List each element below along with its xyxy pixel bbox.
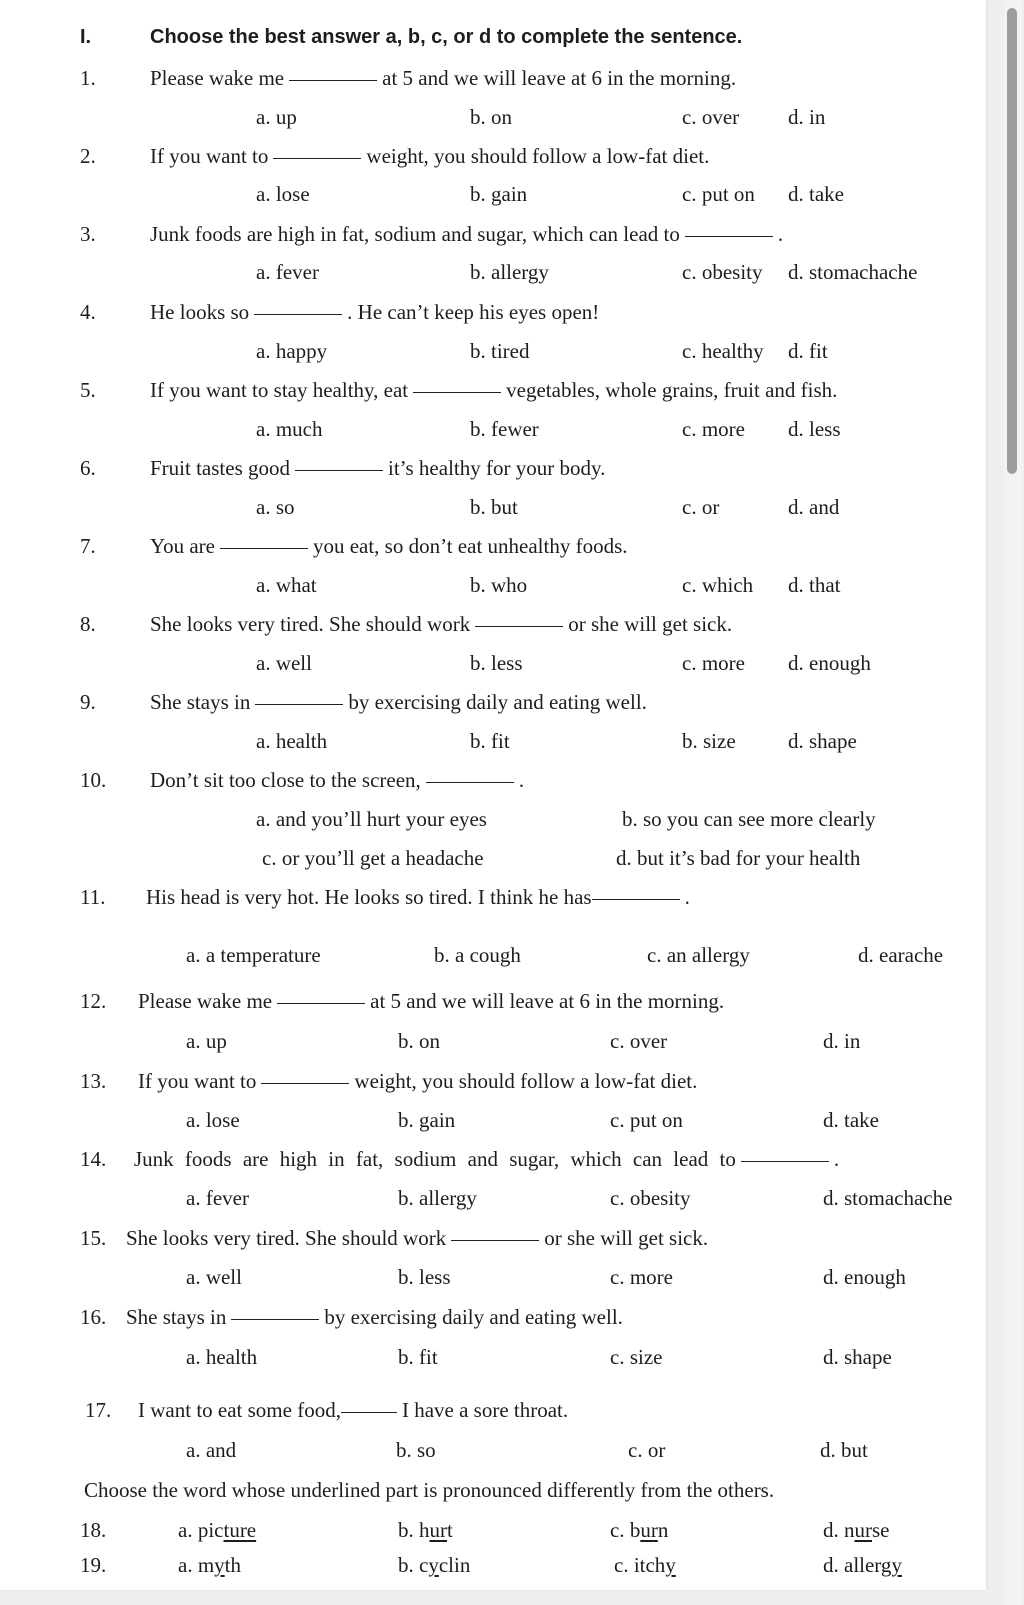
- question-5: [0, 378, 980, 408]
- option-c[interactable]: c. over: [610, 1029, 668, 1053]
- question-2: [0, 144, 980, 174]
- question-stem: Please wake me at 5 and we will leave at 6 in the morning.: [138, 989, 725, 1013]
- question-13-options: [0, 1108, 980, 1138]
- option-d[interactable]: d. less: [788, 417, 841, 441]
- question-number: 18.: [80, 1518, 107, 1542]
- option-b[interactable]: b. allergy: [398, 1186, 477, 1210]
- question-number: 14.: [80, 1147, 107, 1171]
- question-17-options: [0, 1438, 980, 1468]
- question-stem: If you want to stay healthy, eat vegetables, whole grains, fruit and fish.: [150, 378, 838, 402]
- option-a[interactable]: a. lose: [186, 1108, 240, 1132]
- underlined-part: ur: [429, 1518, 447, 1542]
- option-d[interactable]: d. take: [788, 182, 844, 206]
- answer-blank: [413, 392, 501, 393]
- section-number: I.: [80, 26, 92, 48]
- vertical-scrollbar[interactable]: [1004, 0, 1022, 1605]
- question-6-options: [0, 495, 980, 525]
- option-b[interactable]: b. fewer: [470, 417, 539, 441]
- question-number: 13.: [80, 1069, 107, 1093]
- option-b[interactable]: b. less: [398, 1265, 451, 1289]
- option-c[interactable]: c. or: [682, 495, 720, 519]
- question-stem: She looks very tired. She should work or she will get sick.: [150, 612, 733, 636]
- answer-blank: [741, 1161, 829, 1162]
- option-a[interactable]: a. fever: [186, 1186, 249, 1210]
- section-heading: [0, 26, 980, 56]
- question-4-options: [0, 339, 980, 369]
- option-a[interactable]: a. lose: [256, 182, 310, 206]
- question-16-options: [0, 1345, 980, 1375]
- question-number: 11.: [80, 885, 106, 909]
- scrollbar-thumb[interactable]: [1007, 8, 1017, 474]
- question-stem: You are you eat, so don’t eat unhealthy foods.: [150, 534, 628, 558]
- option-a[interactable]: a. health: [186, 1345, 258, 1369]
- underlined-part: y: [214, 1553, 225, 1577]
- question-5-options: [0, 417, 980, 447]
- question-number: 9.: [80, 690, 96, 714]
- question-6: [0, 456, 980, 486]
- answer-blank: [261, 1083, 349, 1084]
- question-number: 15.: [80, 1226, 107, 1250]
- question-number: 5.: [80, 378, 96, 402]
- option-d[interactable]: d. but it’s bad for your health: [616, 846, 861, 870]
- option-a[interactable]: a. much: [256, 417, 323, 441]
- option-a[interactable]: a. so: [256, 495, 295, 519]
- question-8-options: [0, 651, 980, 681]
- question-stem: Junk foods are high in fat, sodium and sugar, which can lead to .: [150, 222, 784, 246]
- answer-blank: [685, 236, 773, 237]
- option-d[interactable]: d. shape: [788, 729, 857, 753]
- option-d[interactable]: d. in: [823, 1029, 861, 1053]
- option-b[interactable]: b. less: [470, 651, 523, 675]
- option-d[interactable]: d. enough: [788, 651, 871, 675]
- option-b[interactable]: b. so: [396, 1438, 436, 1462]
- option-a[interactable]: a. well: [256, 651, 312, 675]
- question-number: 2.: [80, 144, 96, 168]
- option-a[interactable]: a. what: [256, 573, 317, 597]
- question-14: [0, 1147, 980, 1177]
- option-a[interactable]: a. well: [186, 1265, 242, 1289]
- option-a[interactable]: a. and you’ll hurt your eyes: [256, 807, 487, 831]
- question-15-options: [0, 1265, 980, 1295]
- answer-blank: [277, 1003, 365, 1004]
- option-c[interactable]: c. or you’ll get a headache: [262, 846, 484, 870]
- option-c[interactable]: c. over: [682, 105, 740, 129]
- answer-blank: [254, 314, 342, 315]
- question-stem: I want to eat some food, I have a sore throat.: [138, 1398, 569, 1422]
- option-c[interactable]: c. more: [682, 417, 745, 441]
- answer-blank: [426, 782, 514, 783]
- question-12-options: [0, 1029, 980, 1059]
- option-a[interactable]: a. up: [186, 1029, 227, 1053]
- question-number: 8.: [80, 612, 96, 636]
- underlined-part: ture: [223, 1518, 257, 1542]
- answer-blank: [289, 80, 377, 81]
- option-d[interactable]: d. enough: [823, 1265, 906, 1289]
- option-c[interactable]: c. more: [610, 1265, 673, 1289]
- option-b[interactable]: b. but: [470, 495, 518, 519]
- underlined-part: y: [891, 1553, 902, 1577]
- option-d[interactable]: d. fit: [788, 339, 828, 363]
- option-b[interactable]: b. fit: [470, 729, 510, 753]
- question-stem: If you want to weight, you should follow a low-fat diet.: [150, 144, 710, 168]
- option-b[interactable]: b. fit: [398, 1345, 438, 1369]
- question-stem: Please wake me at 5 and we will leave at 6 in the morning.: [150, 66, 737, 90]
- option-b[interactable]: b. on: [398, 1029, 440, 1053]
- option-d[interactable]: d. earache: [858, 943, 944, 967]
- question-15: [0, 1226, 980, 1256]
- question-number: 12.: [80, 989, 107, 1013]
- option-d[interactable]: d. take: [823, 1108, 879, 1132]
- option-c[interactable]: c. put on: [610, 1108, 683, 1132]
- option-b[interactable]: b. on: [470, 105, 512, 129]
- question-7: [0, 534, 980, 564]
- option-b[interactable]: b. cyclin: [398, 1553, 471, 1577]
- option-c[interactable]: c. more: [682, 651, 745, 675]
- question-13: [0, 1069, 980, 1099]
- question-stem: Don’t sit too close to the screen, .: [150, 768, 525, 792]
- answer-blank: [231, 1319, 319, 1320]
- option-c[interactable]: c. obesity: [682, 260, 763, 284]
- question-number: 4.: [80, 300, 96, 324]
- answer-blank: [592, 899, 680, 900]
- option-b[interactable]: b. so you can see more clearly: [622, 807, 876, 831]
- question-10-options-row2: [0, 846, 980, 876]
- question-4: [0, 300, 980, 330]
- question-14-options: [0, 1186, 980, 1216]
- question-number: 16.: [80, 1305, 107, 1329]
- question-18: [0, 1518, 980, 1548]
- question-2-options: [0, 182, 980, 212]
- question-stem: If you want to weight, you should follow a low-fat diet.: [138, 1069, 698, 1093]
- question-9-options: [0, 729, 980, 759]
- question-stem: Junk foods are high in fat, sodium and sugar, which can lead to .: [134, 1147, 840, 1171]
- option-d[interactable]: d. allergy: [823, 1553, 902, 1577]
- question-3: [0, 222, 980, 252]
- option-d[interactable]: d. stomachache: [788, 260, 918, 284]
- option-a[interactable]: a. up: [256, 105, 297, 129]
- option-d[interactable]: d. shape: [823, 1345, 892, 1369]
- answer-blank: [220, 548, 308, 549]
- option-a[interactable]: a. happy: [256, 339, 328, 363]
- option-d[interactable]: d. but: [820, 1438, 868, 1462]
- question-stem: His head is very hot. He looks so tired. I think he has .: [146, 885, 690, 909]
- option-b[interactable]: b. tired: [470, 339, 530, 363]
- question-number: 10.: [80, 768, 107, 792]
- question-stem: He looks so . He can’t keep his eyes open!: [150, 300, 600, 324]
- option-b[interactable]: b. hurt: [398, 1518, 453, 1542]
- section-instruction: Choose the best answer a, b, c, or d to complete the sentence.: [150, 26, 743, 48]
- option-c[interactable]: c. an allergy: [647, 943, 750, 967]
- option-c[interactable]: c. healthy: [682, 339, 764, 363]
- question-11: [0, 885, 980, 915]
- answer-blank: [475, 626, 563, 627]
- option-c[interactable]: c. size: [610, 1345, 663, 1369]
- question-1-options: [0, 105, 980, 135]
- question-19: [0, 1553, 980, 1583]
- question-10-options-row1: [0, 807, 980, 837]
- question-9: [0, 690, 980, 720]
- question-stem: She stays in by exercising daily and eating well.: [126, 1305, 623, 1329]
- option-b[interactable]: b. who: [470, 573, 528, 597]
- option-a[interactable]: a. fever: [256, 260, 319, 284]
- option-d[interactable]: d. nurse: [823, 1518, 890, 1542]
- underlined-part: y: [665, 1553, 676, 1577]
- option-c[interactable]: c. itchy: [614, 1553, 676, 1577]
- option-d[interactable]: d. that: [788, 573, 841, 597]
- option-a[interactable]: a. picture: [178, 1518, 257, 1542]
- question-number: 7.: [80, 534, 96, 558]
- option-a[interactable]: a. a temperature: [186, 943, 321, 967]
- question-stem: She stays in by exercising daily and eating well.: [150, 690, 647, 714]
- question-number: 6.: [80, 456, 96, 480]
- answer-blank: [451, 1240, 539, 1241]
- question-16: [0, 1305, 980, 1335]
- option-d[interactable]: d. stomachache: [823, 1186, 953, 1210]
- option-d[interactable]: d. in: [788, 105, 826, 129]
- question-10: [0, 768, 980, 798]
- question-number: 1.: [80, 66, 96, 90]
- question-12: [0, 989, 980, 1019]
- underlined-part: ur: [640, 1518, 658, 1542]
- question-3-options: [0, 260, 980, 290]
- option-b[interactable]: b. a cough: [434, 943, 521, 967]
- option-c[interactable]: b. size: [682, 729, 736, 753]
- answer-blank: [295, 470, 383, 471]
- question-17: [0, 1398, 980, 1428]
- option-c[interactable]: c. burn: [610, 1518, 669, 1542]
- question-number: 3.: [80, 222, 96, 246]
- option-c[interactable]: c. or: [628, 1438, 666, 1462]
- option-b[interactable]: b. gain: [470, 182, 528, 206]
- underlined-part: ur: [854, 1518, 872, 1542]
- question-8: [0, 612, 980, 642]
- option-c[interactable]: c. which: [682, 573, 754, 597]
- answer-blank: [273, 158, 361, 159]
- option-b[interactable]: b. gain: [398, 1108, 456, 1132]
- question-stem: Fruit tastes good it’s healthy for your body.: [150, 456, 606, 480]
- option-a[interactable]: a. health: [256, 729, 328, 753]
- pronunciation-instruction: Choose the word whose underlined part is pronounced differently from the others.: [84, 1478, 775, 1502]
- option-a[interactable]: a. myth: [178, 1553, 241, 1577]
- pronunciation-instruction-row: [0, 1478, 980, 1508]
- question-1: [0, 66, 980, 96]
- question-number: 17.: [85, 1398, 112, 1422]
- question-7-options: [0, 573, 980, 603]
- question-stem: She looks very tired. She should work or she will get sick.: [126, 1226, 709, 1250]
- question-11-options: [0, 943, 980, 973]
- answer-blank: [255, 704, 343, 705]
- option-c[interactable]: c. put on: [682, 182, 755, 206]
- answer-blank: [341, 1412, 397, 1413]
- option-b[interactable]: b. allergy: [470, 260, 549, 284]
- question-number: 19.: [80, 1553, 107, 1577]
- option-a[interactable]: a. and: [186, 1438, 237, 1462]
- option-c[interactable]: c. obesity: [610, 1186, 691, 1210]
- option-d[interactable]: d. and: [788, 495, 840, 519]
- underlined-part: y: [428, 1553, 439, 1577]
